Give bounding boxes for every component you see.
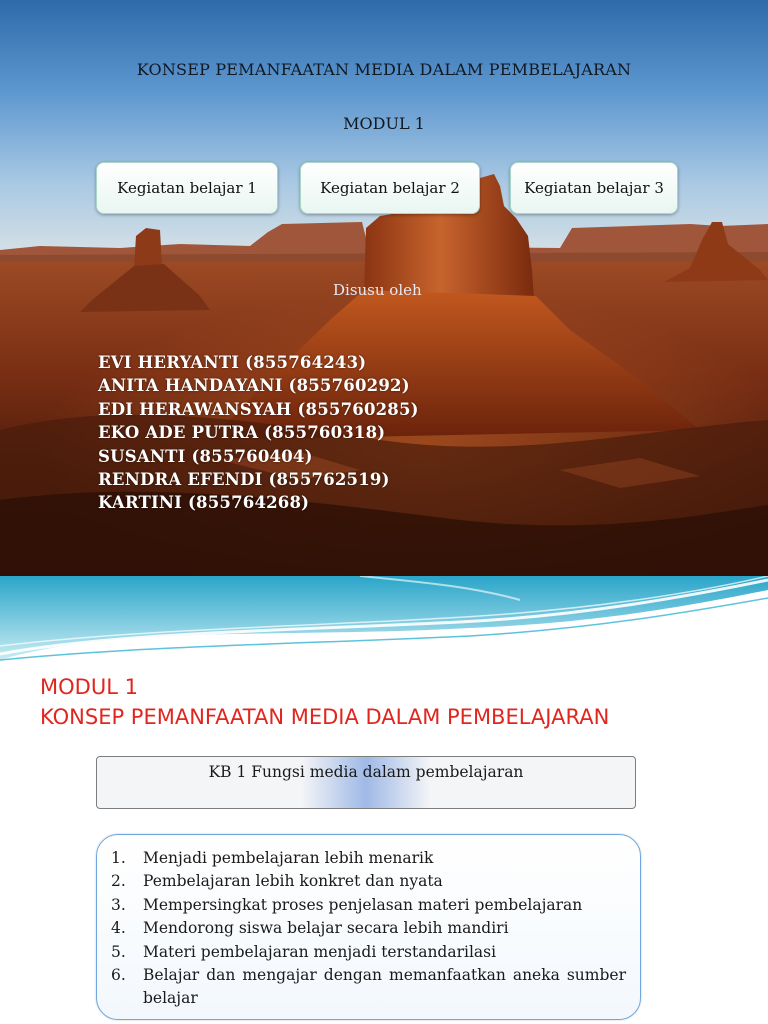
- list-number: 5.: [111, 942, 126, 961]
- list-item: [111, 941, 626, 964]
- kegiatan-belajar-2-button[interactable]: Kegiatan belajar 2: [300, 162, 480, 214]
- author-item: ANITA HANDAYANI (855760292): [98, 376, 410, 396]
- list-item: [111, 870, 626, 893]
- author-item: SUSANTI (855760404): [98, 446, 313, 466]
- list-text: Belajar dan mengajar dengan memanfaatkan aneka sumber belajar: [143, 966, 626, 1008]
- list-number: 1.: [111, 849, 126, 867]
- wave-header-decoration: [0, 576, 768, 666]
- content-slide: [0, 576, 768, 1024]
- list-item: [111, 894, 626, 917]
- list-number: 4.: [111, 919, 126, 938]
- list-number: 6.: [111, 966, 126, 985]
- prepared-by-label: Disusu oleh: [333, 281, 422, 299]
- list-text: Mempersingkat proses penjelasan materi pembelajaran: [143, 895, 583, 914]
- author-item: EKO ADE PUTRA (855760318): [98, 423, 386, 443]
- author-item: KARTINI (855764268): [98, 493, 310, 513]
- module-heading: MODUL 1: [40, 675, 138, 699]
- media-functions-list: [111, 847, 626, 1011]
- author-item: EVI HERYANTI (855764243): [98, 353, 367, 372]
- kegiatan-belajar-3-button[interactable]: Kegiatan belajar 3: [510, 162, 678, 214]
- author-item: RENDRA EFENDI (855762519): [98, 470, 390, 490]
- list-text: Materi pembelajaran menjadi terstandarilasi: [143, 942, 497, 961]
- slide-subtitle: MODUL 1: [343, 114, 425, 133]
- list-item: [111, 847, 626, 870]
- kb1-title: KB 1 Fungsi media dalam pembelajaran: [208, 763, 524, 781]
- list-item: [111, 964, 626, 1011]
- list-text: Menjadi pembelajaran lebih menarik: [143, 849, 434, 867]
- module-subheading: KONSEP PEMANFAATAN MEDIA DALAM PEMBELAJARAN: [40, 705, 610, 729]
- kb1-title-box: [96, 756, 636, 809]
- list-item: [111, 917, 626, 940]
- media-functions-box: [96, 834, 641, 1020]
- slide-title: KONSEP PEMANFAATAN MEDIA DALAM PEMBELAJARAN: [136, 60, 632, 79]
- list-text: Mendorong siswa belajar secara lebih mandiri: [143, 919, 509, 938]
- list-number: 3.: [111, 895, 126, 914]
- list-text: Pembelajaran lebih konkret dan nyata: [143, 872, 443, 891]
- kegiatan-belajar-1-button[interactable]: Kegiatan belajar 1: [96, 162, 278, 214]
- author-list: [98, 351, 419, 515]
- author-item: EDI HERAWANSYAH (855760285): [98, 399, 419, 419]
- list-number: 2.: [111, 872, 126, 891]
